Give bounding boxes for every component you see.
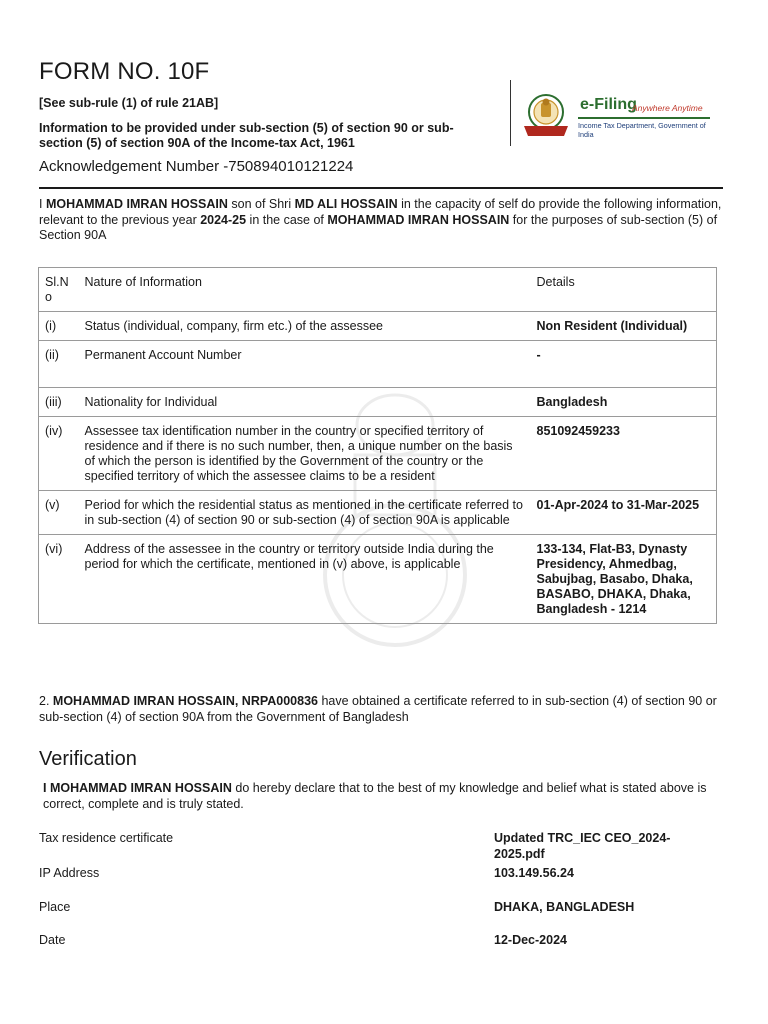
col-header-nature: Nature of Information xyxy=(79,268,531,312)
acknowledgement-number: Acknowledgement Number -750894010121224 xyxy=(39,158,354,175)
table-row: (iii) Nationality for Individual Bangladesh xyxy=(39,388,717,417)
ip-address-value: 103.149.56.24 xyxy=(494,866,574,880)
verification-declaration: I MOHAMMAD IMRAN HOSSAIN do hereby declare that to the best of my knowledge and belief what is stated above is correct, complete and is truly stated. xyxy=(43,781,707,811)
table-header-row xyxy=(39,268,717,312)
col-header-details: Details xyxy=(531,268,717,312)
efiling-tagline: Anywhere Anytime xyxy=(632,103,703,113)
efiling-name: e-Filing xyxy=(580,96,637,113)
verification-heading: Verification xyxy=(39,748,137,770)
certificate-statement: 2. MOHAMMAD IMRAN HOSSAIN, NRPA000836 have obtained a certificate referred to in sub-section (4) of section 90 or sub-section (4) of section 90A from the Government of Bangladesh xyxy=(39,694,717,724)
table-row: (v) Period for which the residential status as mentioned in the certificate referred to in sub-section (4) of section 90 or sub-section (4) of section 90A is applicable 01-Apr-2024 to 31-Mar-2025 xyxy=(39,491,717,535)
place-value: DHAKA, BANGLADESH xyxy=(494,900,635,914)
header-rule xyxy=(39,187,723,189)
intro-paragraph: I MOHAMMAD IMRAN HOSSAIN son of Shri MD ALI HOSSAIN in the capacity of self do provide the following information, relevant to the previous year 2024-25 in the case of MOHAMMAD IMRAN HOSSAIN for the purposes of sub-section (5) of Section 90A xyxy=(39,197,722,242)
table-row: (vi) Address of the assessee in the country or territory outside India during the period for which the certificate, mentioned in (v) above, is applicable 133-134, Flat-B3, Dynasty Presidency, Ahmedbag, Sabujbag, Basabo, Dhaka, BASABO, DHAKA, Dhaka, Bangladesh - 1214 xyxy=(39,535,717,624)
sub-rule-reference: [See sub-rule (1) of rule 21AB] xyxy=(39,96,219,110)
table-row: (iv) Assessee tax identification number in the country or specified territory of residence and if there is no such number, then, a unique number on the basis of which the person is identified by the Government of the country or the specified territory of which the assessee claims to be a resident 851092459233 xyxy=(39,417,717,491)
header-divider xyxy=(510,80,511,146)
table-row: (i) Status (individual, company, firm etc.) of the assessee Non Resident (Individual) xyxy=(39,312,717,341)
form-description: Information to be provided under sub-section (5) of section 90 or sub-section (5) of section 90A of the Income-tax Act, 1961 xyxy=(39,121,454,150)
efiling-underline xyxy=(578,117,710,119)
declarant-statement-name: I MOHAMMAD IMRAN HOSSAIN xyxy=(43,781,232,795)
declarant-name: MOHAMMAD IMRAN HOSSAIN xyxy=(45,197,228,211)
income-tax-emblem-icon xyxy=(520,92,572,138)
efiling-logo xyxy=(520,92,720,144)
holder-and-pan: MOHAMMAD IMRAN HOSSAIN, NRPA000836 xyxy=(52,694,318,708)
date-value: 12-Dec-2024 xyxy=(494,933,567,947)
form-title: FORM NO. 10F xyxy=(39,58,210,85)
information-table xyxy=(38,267,717,624)
trc-file-link[interactable]: Updated TRC_IEC CEO_2024-2025.pdf xyxy=(494,831,671,861)
assessee-name: MOHAMMAD IMRAN HOSSAIN xyxy=(327,212,510,227)
place-label: Place xyxy=(39,900,71,914)
trc-label: Tax residence certificate xyxy=(39,831,174,845)
efiling-department: Income Tax Department, Government of India xyxy=(578,121,706,139)
col-header-sl: Sl.N o xyxy=(39,268,79,312)
ip-address-label: IP Address xyxy=(39,866,100,880)
father-name: MD ALI HOSSAIN xyxy=(294,197,398,211)
table-row: (ii) Permanent Account Number - xyxy=(39,341,717,388)
previous-year: 2024-25 xyxy=(200,212,247,227)
date-label: Date xyxy=(39,933,66,947)
